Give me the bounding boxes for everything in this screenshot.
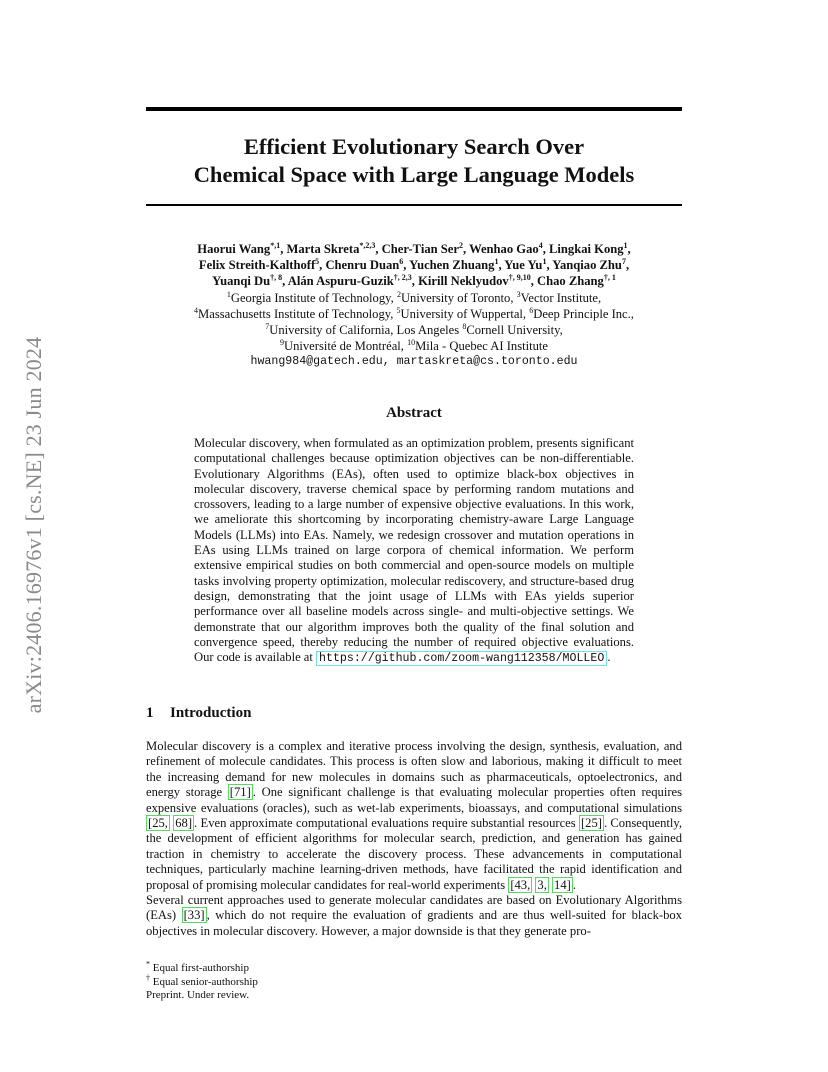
section-heading xyxy=(146,705,251,722)
author-emails: hwang984@gatech.edu, martaskreta@cs.toronto.edu xyxy=(250,355,578,369)
footnote-text: Equal first-authorship xyxy=(152,962,249,974)
author-mark: 4 xyxy=(538,240,543,250)
paragraph-text: Several current approaches used to generate molecular candidates are based on Evolutionary Algorithms (EAs) xyxy=(146,893,682,923)
intro-paragraph-1 xyxy=(146,739,682,893)
author: Yue Yu xyxy=(504,258,543,273)
affiliation-mark: 5 xyxy=(396,305,401,315)
affiliation: Cornell University, xyxy=(466,323,563,338)
affiliation: University of Wuppertal, xyxy=(400,306,527,321)
affiliation-mark: 2 xyxy=(396,289,401,299)
citation-link[interactable]: [25, xyxy=(148,816,168,831)
author-mark: 2 xyxy=(458,240,463,250)
citation-link[interactable]: [33] xyxy=(183,908,205,923)
footnote-text: Equal senior-authorship xyxy=(152,975,258,988)
footnote-mark: * xyxy=(146,959,150,969)
author-line-1: Haorui Wang$^{*,1}$, Marta Skreta$^{*,2,3}$, Cher-Tian Ser$^2$, Wenhao Gao$^4$, Lingkai Kong$^1$, xyxy=(197,240,631,256)
author: Alán Aspuru-Guzik xyxy=(287,274,394,289)
author: Yanqiao Zhu xyxy=(552,258,622,273)
author-mark: *,2,3 xyxy=(359,240,376,250)
author: Yuanqi Du xyxy=(212,274,271,289)
author: Yuchen Zhuang xyxy=(409,258,495,273)
author: Felix Streith-Kalthoff xyxy=(198,258,316,273)
citation-link[interactable]: [71] xyxy=(229,785,251,800)
author: Chenru Duan xyxy=(325,258,400,273)
author-block xyxy=(146,241,682,371)
preprint-note: Preprint. Under review. xyxy=(146,989,250,1001)
footnote-1 xyxy=(146,959,258,976)
footnote-mark: † xyxy=(146,972,150,982)
paragraph-text: Molecular discovery is a complex and iterative process involving the design, synthesis, evaluation, and refinement of molecule candidates. This process is often slow and laborious, making it difficult to meet the increasing demand for new molecules in domains such as pharmaceuticals, optoelectronics, and energy storage xyxy=(146,739,682,800)
affiliation-mark: 10 xyxy=(407,338,416,348)
author-mark: 7 xyxy=(621,257,626,267)
paragraph-text: . One significant challenge is that evaluating molecular properties often requires expensive evaluations (oracles), such as wet-lab experiments, bioassays, and computational simulations xyxy=(146,785,683,815)
affiliation: University of California, Los Angeles xyxy=(269,323,460,338)
author-mark: 1 xyxy=(494,257,499,267)
affiliation-line-2 xyxy=(146,306,682,322)
section-number: 1 xyxy=(146,705,154,721)
section-title: Introduction xyxy=(170,705,252,721)
author: Chao Zhang xyxy=(537,274,604,289)
affiliation-line-1 xyxy=(146,290,682,306)
paper-title xyxy=(146,133,682,189)
author-line-3: Yuanqi $Du^{\dagger, 8}$, Alán Aspuru-Guzik$^{\dagger, 2,3}$, Kirill Neklyudov$^{\dagger, 9,10}$, Chao Zhang$^{\dagger, 1}$ xyxy=(212,273,616,289)
code-link[interactable]: https://github.com/zoom-wang112358/MOLLEO xyxy=(316,651,607,666)
author-mark: *,1 xyxy=(270,240,281,250)
title-line-2: Chemical Space with Large Language Models xyxy=(193,162,635,187)
affiliation: Massachusetts Institute of Technology, xyxy=(198,306,394,321)
paragraph-text: . Even approximate computational evaluations require substantial resources xyxy=(194,816,579,831)
paragraph-text: . Consequently, the development of efficient algorithms for molecular search, prediction, and generation has gained traction in chemistry to accelerate the discovery process. These advancements in computational techniques, particularly machine learning-driven methods, have facilitated the rapid identification and proposal of promising molecular candidates for real-world experiments xyxy=(146,816,682,892)
citation-link[interactable]: 68] xyxy=(175,816,193,831)
author: Marta Skreta xyxy=(286,242,360,256)
affiliation: Mila - Quebec AI Institute xyxy=(415,339,549,354)
affiliation: University of Toronto, xyxy=(400,290,514,305)
author: Cher-Tian Ser xyxy=(381,242,459,256)
affiliation: Georgia Institute of Technology, xyxy=(230,290,394,305)
arxiv-stamp xyxy=(14,290,54,760)
affiliation-line-3 xyxy=(146,322,682,338)
affiliation-mark: 1 xyxy=(226,289,231,299)
affiliation-line-4 xyxy=(146,338,682,354)
footnotes xyxy=(146,959,258,1003)
author: Lingkai Kong xyxy=(549,242,624,256)
citation-link[interactable]: 14] xyxy=(554,877,571,892)
author-mark: 1 xyxy=(542,257,547,267)
affiliation-mark: 8 xyxy=(462,321,467,331)
author: Kirill Neklyudov xyxy=(418,274,509,289)
paragraph-text: . xyxy=(572,877,576,892)
author-mark: †, 1 xyxy=(603,273,616,283)
author-mark: †, 9,10 xyxy=(508,273,531,283)
abstract-end: . xyxy=(607,650,611,665)
author: Haorui Wang xyxy=(197,242,271,256)
intro-paragraph-2 xyxy=(146,893,682,939)
abstract-text xyxy=(194,436,634,666)
affiliation: Vector Institute, xyxy=(520,290,602,305)
affiliation: Université de Montréal, xyxy=(283,339,404,354)
author-line-2: Felix Streith-Kalthoff$^5$, Chenru Duan$^6$, Yuchen Zhuang$^1$, Yue Yu$^1$, Yanqiao Zhu$^7$, xyxy=(198,257,630,273)
abstract-heading: Abstract xyxy=(386,405,442,421)
title-rule-bottom xyxy=(146,204,682,206)
author: Wenhao Gao xyxy=(469,242,539,256)
citation-link[interactable]: 3, xyxy=(537,877,547,892)
title-rule-top xyxy=(146,107,682,111)
affiliation-mark: 4 xyxy=(194,305,199,315)
arxiv-stamp-text: arXiv:2406.16976v1 [cs.NE] 23 Jun 2024 xyxy=(21,336,46,714)
title-line-1: Efficient Evolutionary Search Over xyxy=(243,134,585,159)
affiliation-mark: 6 xyxy=(529,305,534,315)
citation-link[interactable]: [43, xyxy=(510,877,531,892)
affiliation-mark: 9 xyxy=(279,338,284,348)
author-mark: 6 xyxy=(399,257,404,267)
author-mark: 5 xyxy=(315,257,320,267)
affiliation: Deep Principle Inc., xyxy=(533,306,634,321)
paragraph-text: , which do not require the evaluation of gradients and are thus well-suited for black-box objectives in molecular discovery. However, a major downside is that they generate pro- xyxy=(146,908,682,938)
citation-link[interactable]: [25] xyxy=(580,816,602,831)
author-mark: †, 8 xyxy=(270,273,283,283)
affiliation-mark: 3 xyxy=(516,289,521,299)
affiliation-mark: 7 xyxy=(265,321,270,331)
author-mark: 1 xyxy=(623,240,628,250)
abstract-body: Molecular discovery, when formulated as an optimization problem, presents significant computational challenges because optimization objectives can be non-differentiable. Evolutionary Algorithms (EAs), often used to optimize black-box objectives in molecular discovery, traverse chemical space by performing random mutations and crossovers, leading to a large number of expensive objective evaluations. In this work, we ameliorate this shortcoming by incorporating chemistry-aware Large Language Models (LLMs) into EAs. Namely, we redesign crossover and mutation operations in EAs using LLMs trained on large corpora of chemical information. We perform extensive empirical studies on both commercial and open-source models on multiple tasks involving property optimization, molecular rediscovery, and structure-based drug design, demonstrating that the joint usage of LLMs with EAs yields superior performance over all baseline models across single- and multi-objective settings. We demonstrate that our algorithm improves both the quality of the final solution and convergence speed, thereby reducing the number of required objective evaluations. Our code is available at xyxy=(194,436,634,665)
footnote-2 xyxy=(146,972,258,990)
author-mark: †, 2,3 xyxy=(393,273,412,283)
